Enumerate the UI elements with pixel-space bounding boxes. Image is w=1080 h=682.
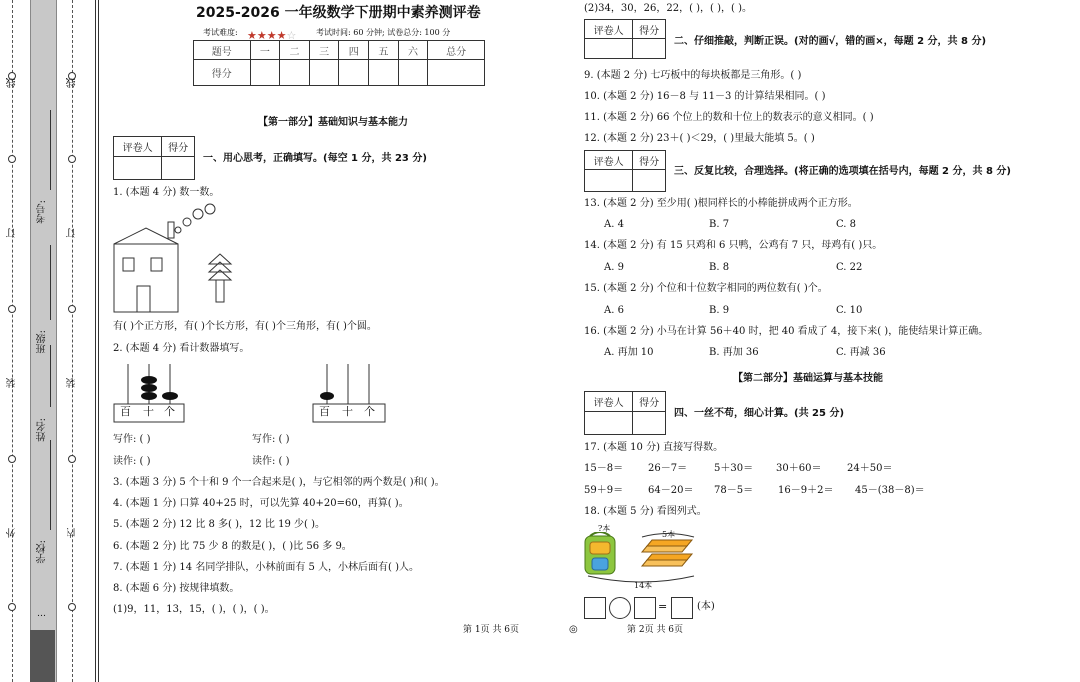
equals-sign: = — [658, 600, 668, 613]
question-9: 9. (本题 2 分) 七巧板中的每块板都是三角形。( ) — [584, 70, 802, 81]
abacus-label-ones: 个 — [364, 405, 375, 418]
read-1: 读作: ( ) — [113, 456, 151, 467]
question-1: 1. (本题 4 分) 数一数。 — [113, 187, 220, 198]
score-cell[interactable] — [162, 157, 195, 180]
option-b: B. 9 — [709, 305, 730, 316]
question-14: 14. (本题 2 分) 有 15 只鸡和 6 只鸭，公鸡有 7 只，母鸡有( )只。 — [584, 240, 883, 251]
question-12: 12. (本题 2 分) 23＋( )＜29，( )里最大能填 5。( ) — [584, 133, 815, 144]
section1-heading: 一、用心思考，正确填写。(每空 1 分，共 23 分) — [203, 153, 427, 164]
write-1: 写作: ( ) — [113, 434, 151, 445]
school-label: 学校: — [37, 540, 48, 564]
score-header-cell: 一 — [250, 41, 280, 60]
page-border — [98, 0, 99, 682]
school-line[interactable] — [50, 440, 51, 530]
star-icon: ★ — [266, 29, 277, 42]
score-table — [193, 40, 485, 86]
question-8-part2: (2)34，30，26，22，( )，( )，( )。 — [584, 3, 753, 14]
page-footer-left: 第 1页 共 6页 — [463, 625, 520, 635]
binding-hole — [8, 455, 16, 463]
question-17: 17. (本题 10 分) 直接写得数。 — [584, 442, 724, 453]
score-cell[interactable] — [280, 60, 310, 86]
house-figure — [110, 202, 240, 314]
question-1-fill: 有( )个正方形，有( )个长方形，有( )个三角形，有( )个圆。 — [113, 321, 377, 332]
grader-table — [584, 19, 666, 59]
question-11: 11. (本题 2 分) 66 个位上的数和十位上的数表示的意义相同。( ) — [584, 112, 874, 123]
part2-title: 【第二部分】基础运算与基本技能 — [733, 373, 883, 384]
option-b: B. 7 — [709, 219, 730, 230]
page-title: 2025-2026 一年级数学下册期中素养测评卷 — [196, 5, 481, 21]
section3-heading: 三、反复比较，合理选择。(将正确的选项填在括号内，每题 2 分，共 8 分) — [674, 166, 1011, 177]
option-a: A. 9 — [604, 262, 624, 273]
score-cell[interactable] — [398, 60, 428, 86]
question-5: 5. (本题 2 分) 12 比 8 多( )，12 比 19 少( )。 — [113, 519, 325, 530]
score-header-cell: 题号 — [194, 41, 251, 60]
score-header-cell: 三 — [309, 41, 339, 60]
question-16: 16. (本题 2 分) 小马在计算 56＋40 时，把 40 看成了 4，接下来( )，能使结果计算正确。 — [584, 326, 989, 337]
binding-hole — [68, 603, 76, 611]
binding-label-inner: 线 — [67, 78, 78, 88]
question-3: 3. (本题 3 分) 5 个十和 9 个一合起来是( )，与它相邻的两个数是( )和( )。 — [113, 477, 445, 488]
option-c: C. 8 — [836, 219, 857, 230]
q18-label-total: 14本 — [634, 581, 653, 590]
binding-hole — [8, 155, 16, 163]
question-8-part1: (1)9，11，13，15，( )，( )，( )。 — [113, 604, 275, 615]
calc-item: 16－9＋2＝ — [778, 485, 834, 496]
binding-hole — [8, 603, 16, 611]
ellipsis: … — [37, 609, 46, 619]
star-icon: ★ — [276, 29, 287, 42]
answer-box[interactable] — [634, 597, 656, 619]
answer-box[interactable] — [584, 597, 606, 619]
calc-item: 59＋9＝ — [584, 485, 624, 496]
score-cell[interactable] — [633, 39, 666, 59]
score-row-label: 得分 — [194, 60, 251, 86]
grader-cell[interactable] — [585, 170, 633, 192]
score-label: 得分 — [633, 392, 666, 412]
calc-item: 30＋60＝ — [776, 463, 822, 474]
calc-item: 24＋50＝ — [847, 463, 893, 474]
option-a: A. 再加 10 — [604, 347, 654, 358]
calc-item: 64－20＝ — [648, 485, 694, 496]
exam-number-label: 考号: — [37, 200, 48, 224]
abacus-label-hundreds: 百 — [120, 405, 131, 418]
abacus-label-hundreds: 百 — [319, 405, 330, 418]
grader-label: 评卷人 — [585, 20, 633, 39]
question-10: 10. (本题 2 分) 16－8 与 11－3 的计算结果相同。( ) — [584, 91, 826, 102]
option-c: C. 再减 36 — [836, 347, 886, 358]
score-header-cell: 五 — [369, 41, 399, 60]
class-line[interactable] — [50, 245, 51, 320]
score-header-cell: 总分 — [428, 41, 485, 60]
grader-table — [584, 391, 666, 435]
name-line[interactable] — [50, 345, 51, 407]
binding-strip-dark — [30, 630, 55, 682]
star-icon: ★ — [256, 29, 267, 42]
q18-unit: (本) — [697, 601, 715, 612]
binding-label-inner: 内 — [67, 528, 78, 538]
score-cell[interactable] — [369, 60, 399, 86]
binding-hole — [68, 455, 76, 463]
score-header-cell: 四 — [339, 41, 369, 60]
cut-line-outer — [12, 0, 13, 682]
score-label: 得分 — [162, 137, 195, 157]
grader-label: 评卷人 — [585, 151, 633, 170]
binding-hole — [68, 155, 76, 163]
binding-label-inner: 装 — [67, 378, 78, 388]
answer-box[interactable] — [671, 597, 693, 619]
score-cell[interactable] — [633, 412, 666, 435]
q18-label-unknown: ?本 — [598, 524, 611, 533]
question-7: 7. (本题 1 分) 14 名同学排队，小林前面有 5 人，小林后面有( )人。 — [113, 562, 420, 573]
write-2: 写作: ( ) — [252, 434, 290, 445]
abacus-label-ones: 个 — [164, 405, 175, 418]
question-15: 15. (本题 2 分) 个位和十位数字相同的两位数有( )个。 — [584, 283, 828, 294]
question-18: 18. (本题 5 分) 看图列式。 — [584, 506, 707, 517]
abacus-label-tens: 十 — [143, 405, 154, 418]
score-cell[interactable] — [428, 60, 485, 86]
question-4: 4. (本题 1 分) 口算 40+25 时，可以先算 40+20=60，再算( )。 — [113, 498, 409, 509]
star-empty-icon: ☆ — [286, 29, 297, 42]
exam-number-line[interactable] — [50, 110, 51, 190]
option-b: B. 再加 36 — [709, 347, 759, 358]
binding-hole — [68, 305, 76, 313]
section2-heading: 二、仔细推敲，判断正误。(对的画√，错的画×，每题 2 分，共 8 分) — [674, 36, 987, 47]
grader-cell[interactable] — [585, 412, 633, 435]
class-label: 班级: — [37, 330, 48, 354]
question-2: 2. (本题 4 分) 看计数器填写。 — [113, 343, 250, 354]
grader-cell[interactable] — [585, 39, 633, 59]
star-icon: ★ — [247, 29, 257, 42]
grader-table — [113, 136, 195, 180]
grader-label: 评卷人 — [585, 392, 633, 412]
binding-label: 订 — [7, 228, 18, 238]
grader-table — [584, 150, 666, 192]
binding-label-inner: 订 — [67, 228, 78, 238]
name-label: 姓名: — [37, 418, 48, 442]
page-border — [95, 0, 96, 682]
score-label: 得分 — [633, 151, 666, 170]
calc-item: 5＋30＝ — [714, 463, 754, 474]
calc-item: 45－(38－8)＝ — [855, 485, 925, 496]
exam-meta: 考试时间: 60 分钟; 试卷总分: 100 分 — [316, 28, 451, 37]
question-8: 8. (本题 6 分) 按规律填数。 — [113, 583, 240, 594]
read-2: 读作: ( ) — [252, 456, 290, 467]
binding-label: 外 — [7, 528, 18, 538]
grader-label: 评卷人 — [114, 137, 162, 157]
option-b: B. 8 — [709, 262, 730, 273]
option-a: A. 4 — [604, 219, 624, 230]
abacus-label-tens: 十 — [342, 405, 353, 418]
operator-circle[interactable] — [609, 597, 631, 619]
center-mark: ◎ — [569, 624, 578, 635]
calc-item: 26－7＝ — [648, 463, 688, 474]
calc-item: 15－8＝ — [584, 463, 624, 474]
page-footer-right: 第 2页 共 6页 — [627, 625, 684, 635]
section4-heading: 四、一丝不苟，细心计算。(共 25 分) — [674, 408, 845, 419]
score-label: 得分 — [633, 20, 666, 39]
binding-label: 装 — [7, 378, 18, 388]
score-cell[interactable] — [339, 60, 369, 86]
binding-label: 线 — [7, 78, 18, 88]
option-a: A. 6 — [604, 305, 624, 316]
question-13: 13. (本题 2 分) 至少用( )根同样长的小棒能拼成两个正方形。 — [584, 198, 858, 209]
score-header-cell: 六 — [398, 41, 428, 60]
cut-line-inner — [72, 0, 73, 682]
q18-label-five: 5本 — [662, 530, 676, 539]
grader-cell[interactable] — [114, 157, 162, 180]
score-cell[interactable] — [633, 170, 666, 192]
score-cell[interactable] — [250, 60, 280, 86]
option-c: C. 22 — [836, 262, 863, 273]
part1-title: 【第一部分】基础知识与基本能力 — [258, 117, 408, 128]
difficulty-label: 考试难度: — [203, 28, 238, 37]
score-cell[interactable] — [309, 60, 339, 86]
calc-item: 78－5＝ — [714, 485, 754, 496]
question-6: 6. (本题 2 分) 比 75 少 8 的数是( )，( )比 56 多 9。 — [113, 541, 352, 552]
binding-hole — [8, 305, 16, 313]
option-c: C. 10 — [836, 305, 863, 316]
score-header-cell: 二 — [280, 41, 310, 60]
